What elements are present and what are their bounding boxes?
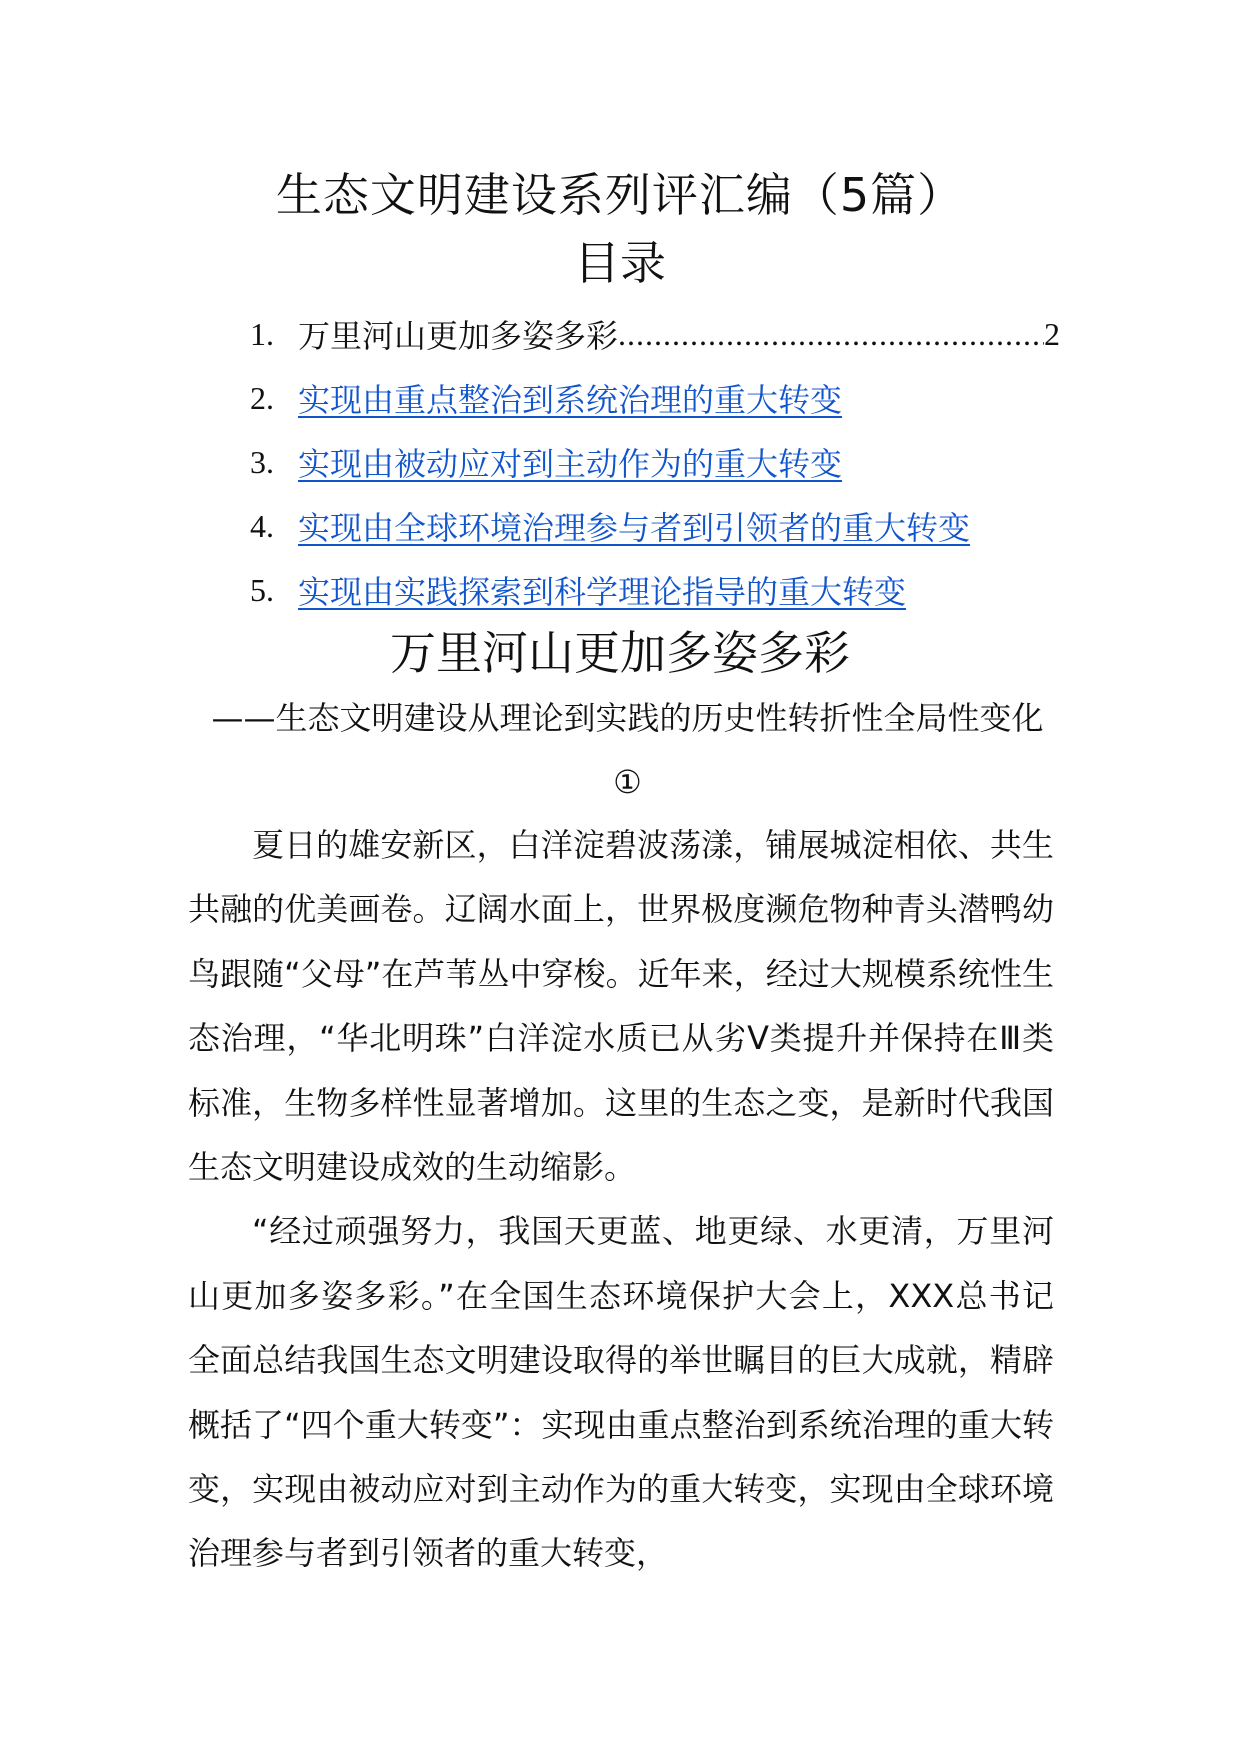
document-title: 生态文明建设系列评汇编（5篇）: [275, 168, 965, 222]
toc-page-number: 2: [1044, 315, 1060, 352]
toc-item-4[interactable]: [250, 494, 1060, 558]
toc-number: 5.: [250, 571, 274, 608]
toc-heading: 目录: [574, 236, 666, 290]
toc-item-5[interactable]: [250, 558, 1060, 622]
article-body: [188, 813, 1054, 1586]
toc-number: 3.: [250, 443, 274, 480]
toc-link[interactable]: 实现由实践探索到科学理论指导的重大转变: [298, 573, 907, 611]
toc-link[interactable]: 实现由全球环境治理参与者到引领者的重大转变: [298, 509, 971, 547]
toc-item-1: [250, 302, 1060, 366]
toc-number: 2.: [250, 379, 274, 416]
toc-number: 4.: [250, 507, 274, 544]
toc-item-2[interactable]: [250, 366, 1060, 430]
article-title: 万里河山更加多姿多彩: [390, 626, 850, 680]
body-paragraph-1: 夏日的雄安新区，白洋淀碧波荡漾，铺展城淀相依、共生共融的优美画卷。辽阔水面上，世界极度濒危物种青头潜鸭幼鸟跟随“父母”在芦苇丛中穿梭。近年来，经过大规模系统性生态治理，“华北明珠”白洋淀水质已从劣Ⅴ类提升并保持在Ⅲ类标准，生物多样性显著增加。这里的生态之变，是新时代我国生态文明建设成效的生动缩影。: [188, 826, 1054, 1187]
toc-link[interactable]: 实现由重点整治到系统治理的重大转变: [298, 381, 843, 419]
toc-number: 1.: [250, 315, 274, 352]
toc-dot-leader: [618, 316, 1044, 353]
body-paragraph-2: “经过顽强努力，我国天更蓝、地更绿、水更清，万里河山更加多姿多彩。”在全国生态环境保护大会上，XXX总书记全面总结我国生态文明建设取得的举世瞩目的巨大成就，精辟概括了“四个重大转变”：实现由重点整治到系统治理的重大转变，实现由被动应对到主动作为的重大转变，实现由全球环境治理参与者到引领者的重大转变，: [188, 1212, 1054, 1573]
toc-link[interactable]: 实现由被动应对到主动作为的重大转变: [298, 445, 843, 483]
toc-text: 万里河山更加多姿多彩: [298, 317, 619, 355]
article-subtitle: ——生态文明建设从理论到实践的历史性转折性全局性变化①: [211, 699, 1044, 801]
table-of-contents: [250, 302, 1060, 622]
toc-item-3[interactable]: [250, 430, 1060, 494]
